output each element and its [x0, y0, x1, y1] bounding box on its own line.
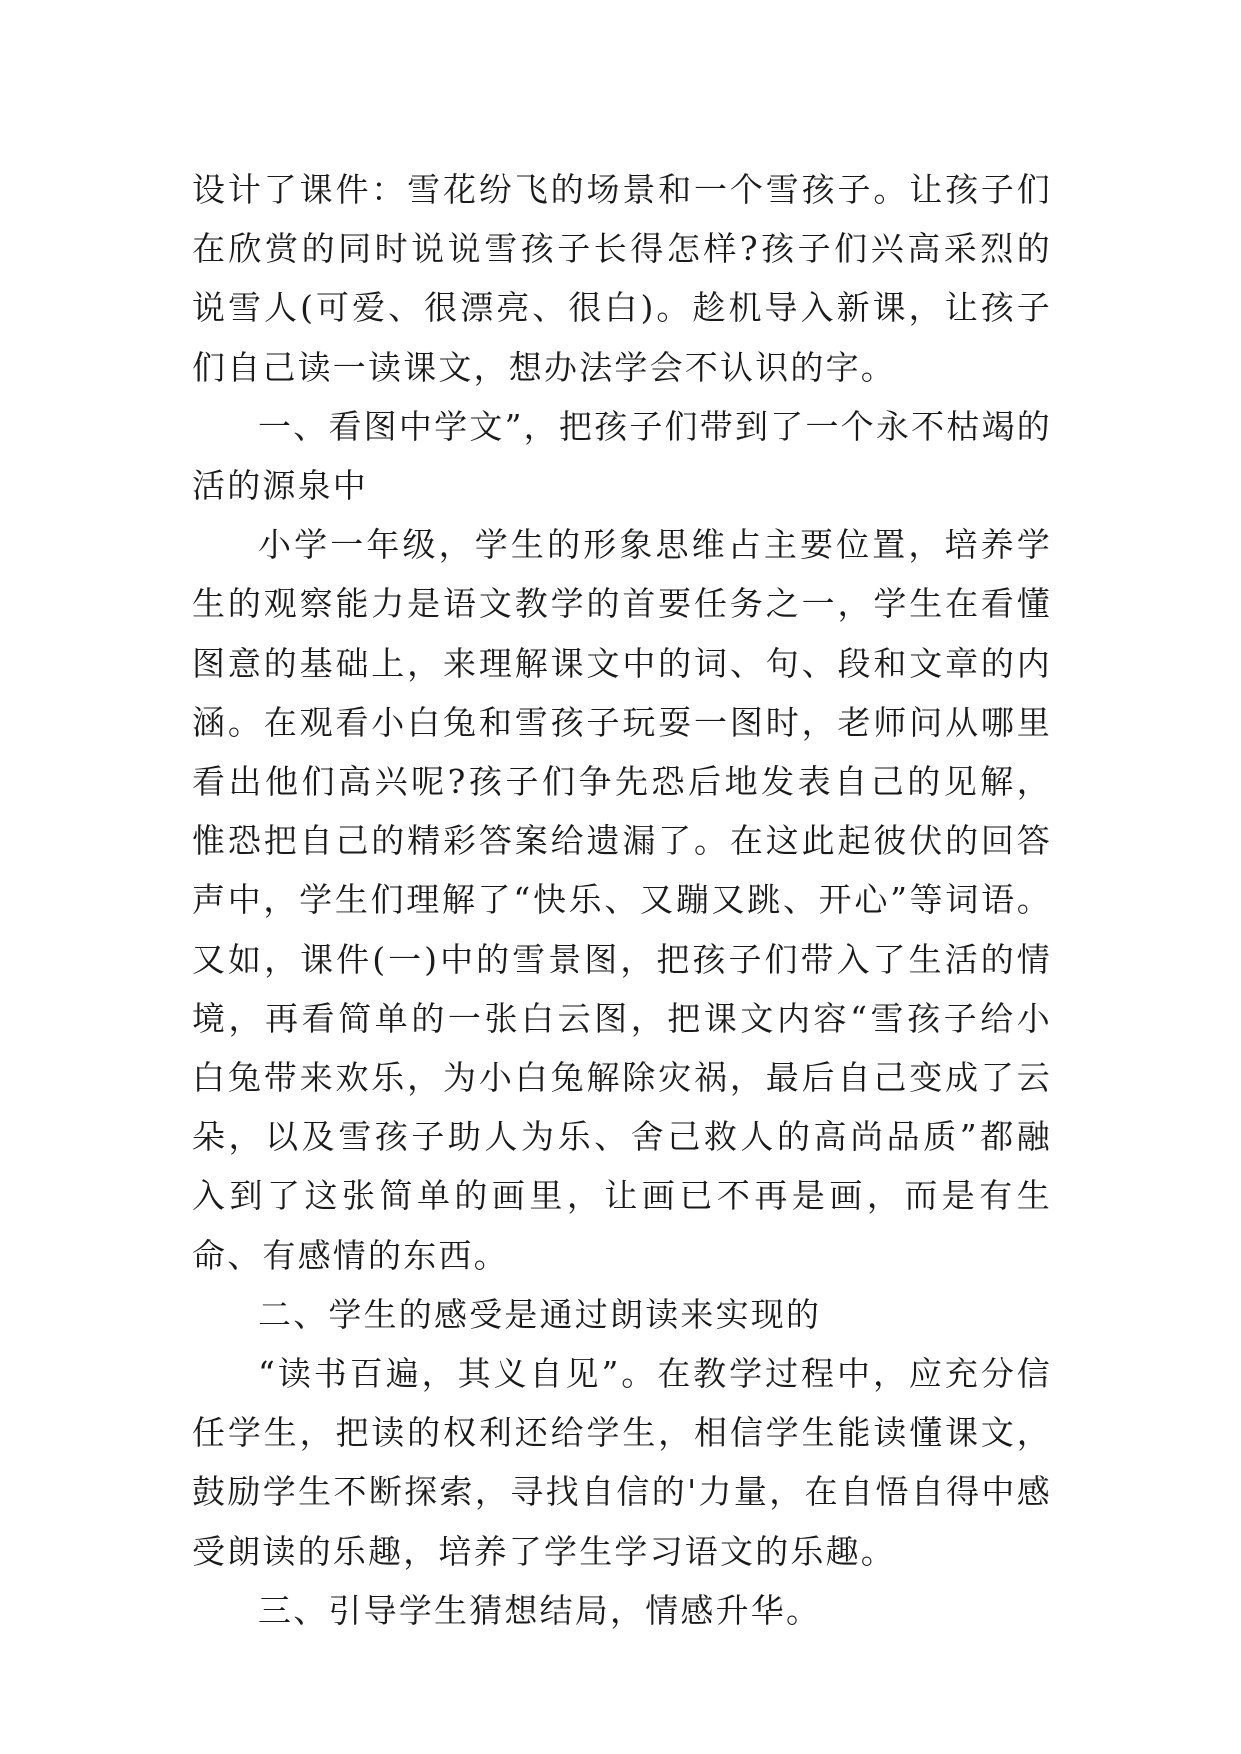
paragraph-observation: 小学一年级，学生的形象思维占主要位置，培养学生的观察能力是语文教学的首要任务之一，学生在看懂图意的基础上，来理解课文中的词、句、段和文章的内涵。在观看小白兔和雪孩子玩耍一图时，老师问从哪里看出他们高兴呢?孩子们争先恐后地发表自己的见解，惟恐把自己的精彩答案给遗漏了。在这此起彼伏的回答声中，学生们理解了“快乐、又蹦又跳、开心”等词语。又如，课件(一)中的雪景图，把孩子们带入了生活的情境，再看简单的一张白云图，把课文内容“雪孩子给小白兔带来欢乐，为小白兔解除灾祸，最后自己变成了云朵，以及雪孩子助人为乐、舍己救人的高尚品质”都融入到了这张简单的画里，让画已不再是画，而是有生命、有感情的东西。 [192, 525, 1052, 1275]
section-heading-two: 二、学生的感受是通过朗读来实现的 [258, 1294, 822, 1334]
section-heading-one: 一、看图中学文”，把孩子们带到了一个永不枯竭的活的源泉中 [192, 406, 1052, 506]
paragraph-reading: “读书百遍，其义自见”。在教学过程中，应充分信任学生，把读的权利还给学生，相信学生能读懂课文，鼓励学生不断探索，寻找自信的'力量，在自悟自得中感受朗读的乐趣，培养了学生学习语文的乐趣。 [192, 1354, 1052, 1571]
document-body [192, 160, 1052, 1640]
section-heading-three: 三、引导学生猜想结局，情感升华。 [258, 1590, 822, 1630]
paragraph-intro-courseware: 设计了课件：雪花纷飞的场景和一个雪孩子。让孩子们在欣赏的同时说说雪孩子长得怎样?孩子们兴高采烈的说雪人(可爱、很漂亮、很白)。趁机导入新课，让孩子们自己读一读课文，想办法学会不认识的字。 [192, 170, 1052, 387]
